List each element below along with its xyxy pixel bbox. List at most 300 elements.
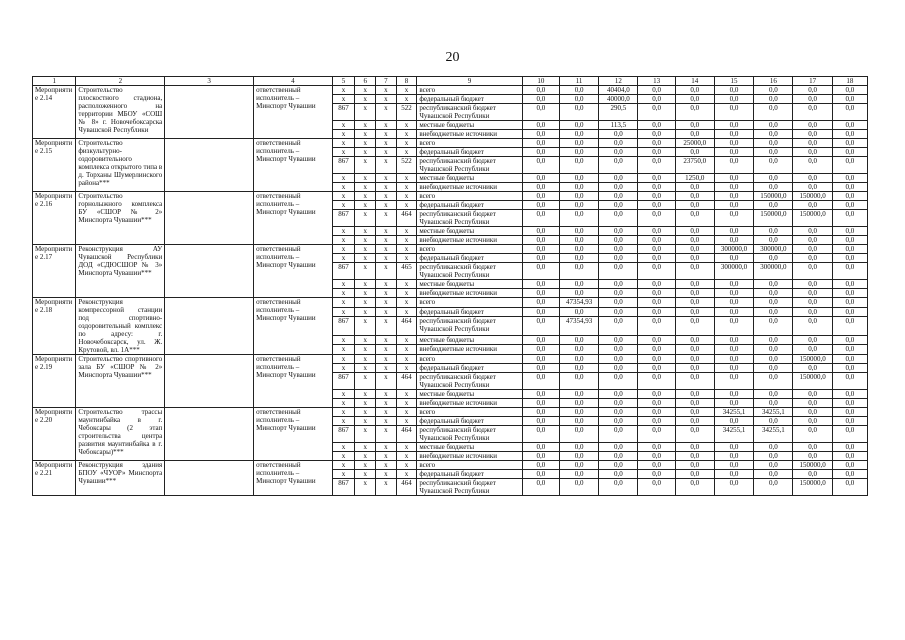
source-cell: всего [417, 139, 522, 148]
value-cell: 0,0 [675, 443, 714, 452]
x-cell: х [355, 104, 376, 121]
value-cell: 0,0 [714, 452, 753, 461]
grbs-cell: х [332, 452, 355, 461]
source-cell: внебюджетные источники [417, 130, 522, 139]
x-cell: х [376, 157, 397, 174]
value-cell: 0,0 [522, 183, 559, 192]
value-cell: 0,0 [675, 192, 714, 201]
value-cell: 0,0 [559, 139, 598, 148]
value-cell: 0,0 [522, 201, 559, 210]
source-cell: республиканский бюджет Чувашской Республики [417, 317, 522, 335]
column-header: 8 [396, 77, 417, 86]
source-cell: внебюджетные источники [417, 345, 522, 355]
x-cell: х [376, 95, 397, 104]
column-header: 6 [355, 77, 376, 86]
x-cell: х [355, 373, 376, 390]
value-cell: 0,0 [832, 443, 867, 452]
value-cell: 0,0 [522, 417, 559, 426]
value-cell: 0,0 [675, 95, 714, 104]
value-cell: 0,0 [599, 254, 638, 263]
source-cell: федеральный бюджет [417, 364, 522, 373]
value-cell: 0,0 [638, 254, 675, 263]
x-cell: х [355, 201, 376, 210]
value-cell: 0,0 [675, 201, 714, 210]
value-cell: 34255,1 [754, 408, 793, 417]
value-cell: 0,0 [638, 263, 675, 280]
value-cell: 0,0 [599, 210, 638, 227]
x-cell: х [355, 121, 376, 130]
measure-id: Мероприятие 2.18 [33, 298, 76, 355]
value-cell: 150000,0 [793, 479, 832, 496]
executor-label: ответственный исполнитель – [256, 298, 301, 314]
x-cell: х [376, 210, 397, 227]
value-cell: 25000,0 [675, 139, 714, 148]
measure-id: Мероприятие 2.14 [33, 86, 76, 139]
value-cell: 0,0 [754, 307, 793, 317]
grbs-cell: 867 [332, 373, 355, 390]
source-cell: федеральный бюджет [417, 254, 522, 263]
x-cell: х [376, 345, 397, 355]
value-cell: 0,0 [675, 254, 714, 263]
source-cell: внебюджетные источники [417, 399, 522, 408]
value-cell: 0,0 [559, 254, 598, 263]
value-cell: 0,0 [754, 95, 793, 104]
value-cell: 0,0 [638, 461, 675, 470]
value-cell: 0,0 [793, 289, 832, 298]
value-cell: 300000,0 [754, 263, 793, 280]
value-cell: 0,0 [599, 139, 638, 148]
value-cell: 0,0 [714, 298, 753, 308]
value-cell: 0,0 [793, 130, 832, 139]
grbs-cell: х [332, 298, 355, 308]
value-cell: 0,0 [793, 245, 832, 254]
value-cell: 0,0 [754, 104, 793, 121]
executor-cell [254, 192, 333, 245]
grbs-cell: х [332, 280, 355, 289]
value-cell: 0,0 [675, 317, 714, 335]
value-cell: 0,0 [559, 210, 598, 227]
value-cell: 23750,0 [675, 157, 714, 174]
value-cell: 0,0 [638, 183, 675, 192]
code-cell: 465 [396, 263, 417, 280]
x-cell: х [355, 139, 376, 148]
value-cell: 0,0 [675, 245, 714, 254]
x-cell: х [355, 280, 376, 289]
column-header: 9 [417, 77, 522, 86]
value-cell: 1250,0 [675, 174, 714, 183]
value-cell: 0,0 [675, 263, 714, 280]
value-cell: 0,0 [522, 317, 559, 335]
value-cell: 0,0 [754, 289, 793, 298]
value-cell: 0,0 [675, 280, 714, 289]
value-cell: 0,0 [714, 317, 753, 335]
column-header: 17 [793, 77, 832, 86]
page-number: 20 [445, 50, 460, 65]
value-cell: 0,0 [832, 408, 867, 417]
measure-id: Мероприятие 2.21 [33, 461, 76, 496]
value-cell: 0,0 [714, 254, 753, 263]
value-cell: 0,0 [638, 417, 675, 426]
value-cell: 0,0 [832, 426, 867, 443]
executor-cell [254, 86, 333, 139]
code-cell: х [396, 280, 417, 289]
grbs-cell: х [332, 174, 355, 183]
value-cell: 0,0 [522, 335, 559, 345]
value-cell: 0,0 [675, 417, 714, 426]
x-cell: х [355, 417, 376, 426]
value-cell: 0,0 [793, 157, 832, 174]
value-cell: 0,0 [599, 470, 638, 479]
value-cell: 0,0 [638, 364, 675, 373]
value-cell: 0,0 [675, 130, 714, 139]
x-cell: х [376, 263, 397, 280]
code-cell: х [396, 245, 417, 254]
value-cell: 0,0 [559, 95, 598, 104]
source-cell: местные бюджеты [417, 121, 522, 130]
value-cell: 0,0 [793, 148, 832, 157]
code-cell: х [396, 355, 417, 364]
grbs-cell: х [332, 417, 355, 426]
x-cell: х [376, 236, 397, 245]
value-cell: 0,0 [638, 227, 675, 236]
x-cell: х [376, 443, 397, 452]
value-cell: 0,0 [793, 470, 832, 479]
code-cell: х [396, 236, 417, 245]
value-cell: 0,0 [714, 148, 753, 157]
value-cell: 0,0 [793, 236, 832, 245]
value-cell: 0,0 [714, 280, 753, 289]
value-cell: 0,0 [793, 280, 832, 289]
measure-name: Реконструкция компрессорной станции под спортивно-оздоровительный комплекс по адресу: г. Новочебоксарск, ул. Ж. Крутовой, вл. 1А*** [76, 298, 165, 355]
value-cell: 0,0 [522, 157, 559, 174]
grbs-cell: х [332, 443, 355, 452]
source-cell: внебюджетные источники [417, 236, 522, 245]
value-cell: 0,0 [714, 121, 753, 130]
value-cell: 0,0 [832, 254, 867, 263]
value-cell: 0,0 [832, 399, 867, 408]
grbs-cell: х [332, 289, 355, 298]
value-cell: 0,0 [793, 408, 832, 417]
budget-table [32, 76, 868, 496]
measure-name: Строительство спортивного зала БУ «СШОР № 2» Минспорта Чувашии*** [76, 355, 165, 408]
x-cell: х [376, 227, 397, 236]
value-cell: 0,0 [714, 157, 753, 174]
value-cell: 0,0 [714, 345, 753, 355]
x-cell: х [355, 479, 376, 496]
value-cell: 0,0 [522, 364, 559, 373]
code-cell: х [396, 417, 417, 426]
value-cell: 0,0 [754, 227, 793, 236]
x-cell: х [376, 86, 397, 95]
x-cell: х [355, 355, 376, 364]
value-cell: 0,0 [559, 227, 598, 236]
grbs-cell: х [332, 364, 355, 373]
value-cell: 0,0 [638, 130, 675, 139]
value-cell: 0,0 [832, 86, 867, 95]
grbs-cell: 867 [332, 210, 355, 227]
value-cell: 0,0 [599, 307, 638, 317]
source-cell: республиканский бюджет Чувашской Республики [417, 426, 522, 443]
executor-label: ответственный исполнитель – [256, 408, 301, 424]
value-cell: 0,0 [599, 174, 638, 183]
code-cell: 522 [396, 157, 417, 174]
source-cell: всего [417, 86, 522, 95]
executor-org: Минспорт Чувашии [256, 102, 316, 110]
value-cell: 0,0 [559, 263, 598, 280]
x-cell: х [376, 289, 397, 298]
grbs-cell: х [332, 86, 355, 95]
value-cell: 0,0 [599, 364, 638, 373]
value-cell: 0,0 [675, 426, 714, 443]
code-cell: х [396, 345, 417, 355]
value-cell: 150000,0 [793, 461, 832, 470]
code-cell: 464 [396, 426, 417, 443]
column-header: 15 [714, 77, 753, 86]
grbs-cell: х [332, 399, 355, 408]
value-cell: 0,0 [754, 452, 793, 461]
x-cell: х [376, 426, 397, 443]
value-cell: 0,0 [559, 408, 598, 417]
code-cell: х [396, 461, 417, 470]
value-cell: 0,0 [793, 139, 832, 148]
value-cell: 0,0 [559, 335, 598, 345]
value-cell: 0,0 [832, 130, 867, 139]
value-cell: 0,0 [522, 227, 559, 236]
column-header: 11 [559, 77, 598, 86]
source-cell: местные бюджеты [417, 280, 522, 289]
value-cell: 0,0 [638, 157, 675, 174]
code-cell: х [396, 174, 417, 183]
source-cell: всего [417, 192, 522, 201]
grbs-cell: 867 [332, 104, 355, 121]
source-cell: республиканский бюджет Чувашской Республики [417, 157, 522, 174]
value-cell: 0,0 [638, 210, 675, 227]
grbs-cell: х [332, 95, 355, 104]
value-cell: 0,0 [675, 479, 714, 496]
value-cell: 0,0 [599, 461, 638, 470]
code-cell: х [396, 139, 417, 148]
value-cell: 0,0 [559, 470, 598, 479]
value-cell: 0,0 [599, 263, 638, 280]
x-cell: х [355, 364, 376, 373]
code-cell: 522 [396, 104, 417, 121]
executor-org: Минспорт Чувашии [256, 477, 316, 485]
value-cell: 0,0 [675, 470, 714, 479]
source-cell: республиканский бюджет Чувашской Республики [417, 479, 522, 496]
value-cell: 0,0 [714, 470, 753, 479]
value-cell: 0,0 [754, 157, 793, 174]
value-cell: 150000,0 [754, 210, 793, 227]
value-cell: 0,0 [832, 289, 867, 298]
value-cell: 0,0 [522, 139, 559, 148]
value-cell: 0,0 [638, 443, 675, 452]
executor-org: Минспорт Чувашии [256, 371, 316, 379]
empty-cell [165, 245, 254, 298]
source-cell: республиканский бюджет Чувашской Республики [417, 104, 522, 121]
value-cell: 0,0 [522, 236, 559, 245]
code-cell: х [396, 192, 417, 201]
value-cell: 0,0 [559, 399, 598, 408]
value-cell: 0,0 [599, 245, 638, 254]
value-cell: 0,0 [675, 86, 714, 95]
executor-org: Минспорт Чувашии [256, 261, 316, 269]
value-cell: 0,0 [522, 86, 559, 95]
value-cell: 0,0 [599, 443, 638, 452]
x-cell: х [376, 373, 397, 390]
value-cell: 0,0 [599, 183, 638, 192]
grbs-cell: 867 [332, 263, 355, 280]
value-cell: 0,0 [599, 236, 638, 245]
source-cell: всего [417, 461, 522, 470]
x-cell: х [376, 298, 397, 308]
value-cell: 34255,1 [754, 426, 793, 443]
source-cell: местные бюджеты [417, 174, 522, 183]
x-cell: х [355, 95, 376, 104]
value-cell: 0,0 [559, 364, 598, 373]
measure-name: Строительство горнолыжного комплекса БУ «СШОР № 2» Минспорта Чувашии*** [76, 192, 165, 245]
value-cell: 0,0 [522, 373, 559, 390]
value-cell: 150000,0 [754, 192, 793, 201]
code-cell: х [396, 335, 417, 345]
value-cell: 0,0 [754, 373, 793, 390]
value-cell: 290,5 [599, 104, 638, 121]
x-cell: х [376, 355, 397, 364]
value-cell: 0,0 [599, 148, 638, 157]
value-cell: 0,0 [599, 479, 638, 496]
value-cell: 0,0 [714, 390, 753, 399]
value-cell: 0,0 [522, 130, 559, 139]
value-cell: 0,0 [793, 417, 832, 426]
value-cell: 0,0 [793, 426, 832, 443]
value-cell: 0,0 [638, 201, 675, 210]
x-cell: х [355, 254, 376, 263]
value-cell: 0,0 [793, 335, 832, 345]
executor-org: Минспорт Чувашии [256, 155, 316, 163]
value-cell: 0,0 [559, 121, 598, 130]
value-cell: 0,0 [714, 355, 753, 364]
x-cell: х [376, 280, 397, 289]
value-cell: 0,0 [559, 355, 598, 364]
code-cell: х [396, 452, 417, 461]
value-cell: 0,0 [675, 399, 714, 408]
code-cell: х [396, 254, 417, 263]
value-cell: 0,0 [638, 373, 675, 390]
x-cell: х [355, 157, 376, 174]
value-cell: 40404,0 [599, 86, 638, 95]
value-cell: 0,0 [559, 104, 598, 121]
grbs-cell: 867 [332, 479, 355, 496]
x-cell: х [355, 399, 376, 408]
value-cell: 0,0 [793, 201, 832, 210]
value-cell: 0,0 [754, 86, 793, 95]
value-cell: 0,0 [559, 289, 598, 298]
value-cell: 0,0 [793, 443, 832, 452]
table-row [33, 461, 868, 470]
value-cell: 0,0 [675, 148, 714, 157]
value-cell: 0,0 [832, 335, 867, 345]
value-cell: 0,0 [754, 280, 793, 289]
value-cell: 0,0 [675, 236, 714, 245]
value-cell: 0,0 [714, 417, 753, 426]
x-cell: х [376, 139, 397, 148]
value-cell: 0,0 [832, 227, 867, 236]
table-header [33, 77, 868, 86]
value-cell: 0,0 [754, 479, 793, 496]
value-cell: 0,0 [638, 104, 675, 121]
value-cell: 0,0 [675, 121, 714, 130]
value-cell: 0,0 [793, 254, 832, 263]
column-header: 14 [675, 77, 714, 86]
value-cell: 0,0 [675, 390, 714, 399]
code-cell: х [396, 289, 417, 298]
value-cell: 0,0 [638, 399, 675, 408]
executor-org: Минспорт Чувашии [256, 314, 316, 322]
value-cell: 0,0 [638, 298, 675, 308]
value-cell: 0,0 [714, 139, 753, 148]
value-cell: 0,0 [832, 355, 867, 364]
column-header: 1 [33, 77, 76, 86]
value-cell: 0,0 [559, 174, 598, 183]
value-cell: 0,0 [675, 298, 714, 308]
value-cell: 0,0 [559, 201, 598, 210]
measure-id: Мероприятие 2.20 [33, 408, 76, 461]
source-cell: всего [417, 408, 522, 417]
value-cell: 0,0 [714, 236, 753, 245]
value-cell: 0,0 [754, 121, 793, 130]
value-cell: 0,0 [754, 355, 793, 364]
value-cell: 0,0 [675, 104, 714, 121]
value-cell: 0,0 [638, 192, 675, 201]
grbs-cell: х [332, 236, 355, 245]
value-cell: 0,0 [599, 201, 638, 210]
table-row [33, 245, 868, 254]
value-cell: 0,0 [522, 280, 559, 289]
value-cell: 0,0 [832, 298, 867, 308]
source-cell: федеральный бюджет [417, 470, 522, 479]
column-header: 18 [832, 77, 867, 86]
empty-cell [165, 139, 254, 192]
value-cell: 0,0 [559, 479, 598, 496]
table-row [33, 298, 868, 308]
grbs-cell: х [332, 390, 355, 399]
empty-cell [165, 461, 254, 496]
source-cell: внебюджетные источники [417, 452, 522, 461]
value-cell: 0,0 [754, 183, 793, 192]
value-cell: 0,0 [793, 298, 832, 308]
value-cell: 0,0 [832, 201, 867, 210]
grbs-cell: х [332, 355, 355, 364]
value-cell: 0,0 [832, 121, 867, 130]
value-cell: 0,0 [832, 157, 867, 174]
x-cell: х [376, 174, 397, 183]
column-header: 13 [638, 77, 675, 86]
value-cell: 0,0 [793, 183, 832, 192]
value-cell: 0,0 [522, 307, 559, 317]
value-cell: 0,0 [832, 192, 867, 201]
value-cell: 0,0 [522, 470, 559, 479]
value-cell: 0,0 [559, 461, 598, 470]
value-cell: 0,0 [522, 461, 559, 470]
value-cell: 0,0 [675, 355, 714, 364]
value-cell: 0,0 [793, 104, 832, 121]
value-cell: 150000,0 [793, 373, 832, 390]
value-cell: 0,0 [675, 289, 714, 298]
value-cell: 0,0 [754, 236, 793, 245]
source-cell: республиканский бюджет Чувашской Республики [417, 210, 522, 227]
x-cell: х [376, 245, 397, 254]
x-cell: х [355, 461, 376, 470]
executor-org: Минспорт Чувашии [256, 208, 316, 216]
